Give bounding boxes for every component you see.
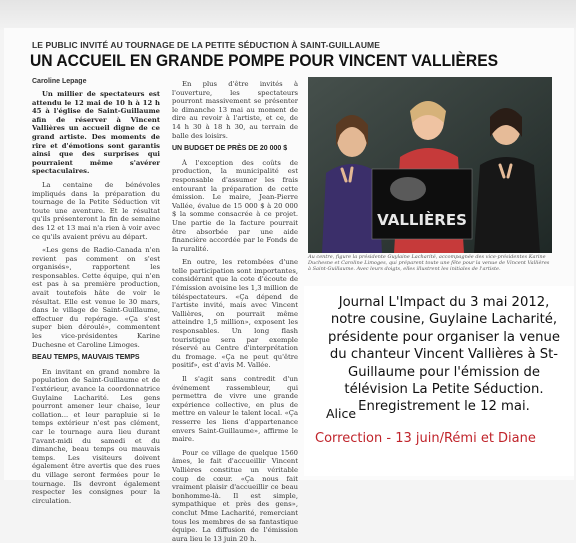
article-paragraph: La centaine de bénévoles impliqués dans la préparation du tournage de la Petite Séduction vit toute une aventure. Et le résultat qu'ils présenteront la fin de semaine des 12 et 13 mai n'a rien à voir avec ce qu'ils avaient prévu au départ. [32,180,160,241]
article-kicker: LE PUBLIC INVITÉ AU TOURNAGE DE LA PETITE SÉDUCTION À SAINT-GUILLAUME [32,40,381,50]
article-paragraph: En outre, les retombées d'une telle participation sont importantes, considérant que la cote d'écoute de l'émission avoisine les 1,3 million de téléspectateurs. «Ça dépend de l'artiste invité, mais avec Vincent Vallières, on pourrait même atteindre 1,5 million», exposent les responsables. Un long flash touristique sera par exemple réservé au Centre d'interprétation du fromage. «Ça ne peut qu'être positif», est d'avis M. Vallée. [172,258,298,370]
top-strip [0,0,576,30]
article-lead: Un millier de spectateurs est attendu le 12 mai de 10 h à 12 h 45 à l'église de Saint-Guillaume afin de réserver à Vincent Vallières un accueil digne de ce grand artiste. Des moments de rire et d'émotions sont garantis ainsi que des surprises qui pourraient même s'avérer spectaculaires. [32,90,160,176]
article-photo [308,77,552,253]
article-paragraph: «Les gens de Radio-Canada n'en revient pas comment on s'est organisés», rapportent les responsables. Cette équipe, qui n'en est pas à sa première production, avait toutefois hâte de voir le résultat. Elle est venue le 30 mars, dans le village de Saint-Guillaume, effectuer du repérage. «Ça s'est super bien déroulé», commentent les vice-présidentes Karine Duchesne et Caroline Limoges. [32,246,160,349]
photo-caption: Au centre, figure la présidente Guylaine Lacharité, accompagnée des vice-présidentes Karine Duchesne et Caroline Limoges, qui préparent toute une fête pour la venue de Vincent Vallières à Saint-Guillaume. Avec leurs doigts, elles illustrent les initiales de l'artiste. [308,254,550,272]
correction-note: Correction - 13 juin/Rémi et Diane [315,431,536,446]
article-paragraph: Il s'agit sans contredit d'un événement rassembleur, qui permettra de vivre une grande expérience collective, en plus de mettre en valeur le talent local. «Ça resserre les liens d'appartenance envers Saint-Guillaume», affirme le maire. [172,375,298,444]
article-column-2 [172,80,298,543]
annotation-signature: Alice [326,406,357,421]
annotation-box [304,286,574,476]
article-byline: Caroline Lepage [32,78,87,85]
article-subhead: BEAU TEMPS, MAUVAIS TEMPS [32,354,140,362]
article-paragraph: Pour ce village de quelque 1560 âmes, le fait d'accueillir Vincent Vallières constitue un véritable coup de cœur. «Ça nous fait vraiment plaisir d'accueillir ce beau bonhomme-là. Il est simple, sympathique et près des gens», conclut Mme Lacharité, remerciant tous les membres de sa fantastique équipe. La diffusion de l'émission aura lieu le 13 juin 20 h. [172,448,298,543]
poster-text: VALLIÈRES [377,211,467,229]
article-paragraph: À l'exception des coûts de production, la municipalité est responsable d'assumer les frais entourant la préparation de cette émission. Le maire, Jean-Pierre Vallée, évalue de 15 000 $ à 20 000 $ la somme consacrée à ce projet. Une partie de la facture pourrait être absorbée par une aide financière accordée par le Fonds de la ruralité. [172,158,298,253]
annotation-text: Journal L'Impact du 3 mai 2012, notre cousine, Guylaine Lacharité, présidente pour organiser la venue du chanteur Vincent Vallières à St-Guillaume pour l'émission de télévision La Petite Séduction. Enregistrement le 12 mai. [328,295,560,415]
article-subhead: UN BUDGET DE PRÈS DE 20 000 $ [172,145,288,153]
photo-illustration [308,77,552,253]
article-headline: UN ACCUEIL EN GRANDE POMPE POUR VINCENT VALLIÈRES [30,51,499,70]
article-paragraph: En invitant en grand nombre la population de Saint-Guillaume et de l'extérieur, avance la coordonnatrice Guylaine Lacharité. Les gens pourront amener leur chaise, leur collation... et leur parapluie si le temps extérieur n'est pas clément, car le tournage aura lieu durant l'avant-midi du samedi et du dimanche, beau temps ou mauvais temps. Les visiteurs doivent également être avertis que des rues du village seront fermées pour le tournage. Ils devront également respecter les consignes pour la circulation. [32,367,160,505]
article-column-1 [32,90,160,505]
article-paragraph: En plus d'être invités à l'ouverture, les spectateurs pourront massivement se présenter le dimanche 13 mai au moment de dire au revoir à l'artiste, et ce, de 14 h 30 à 18 h 30, au terrain de balle des loisirs. [172,80,298,140]
